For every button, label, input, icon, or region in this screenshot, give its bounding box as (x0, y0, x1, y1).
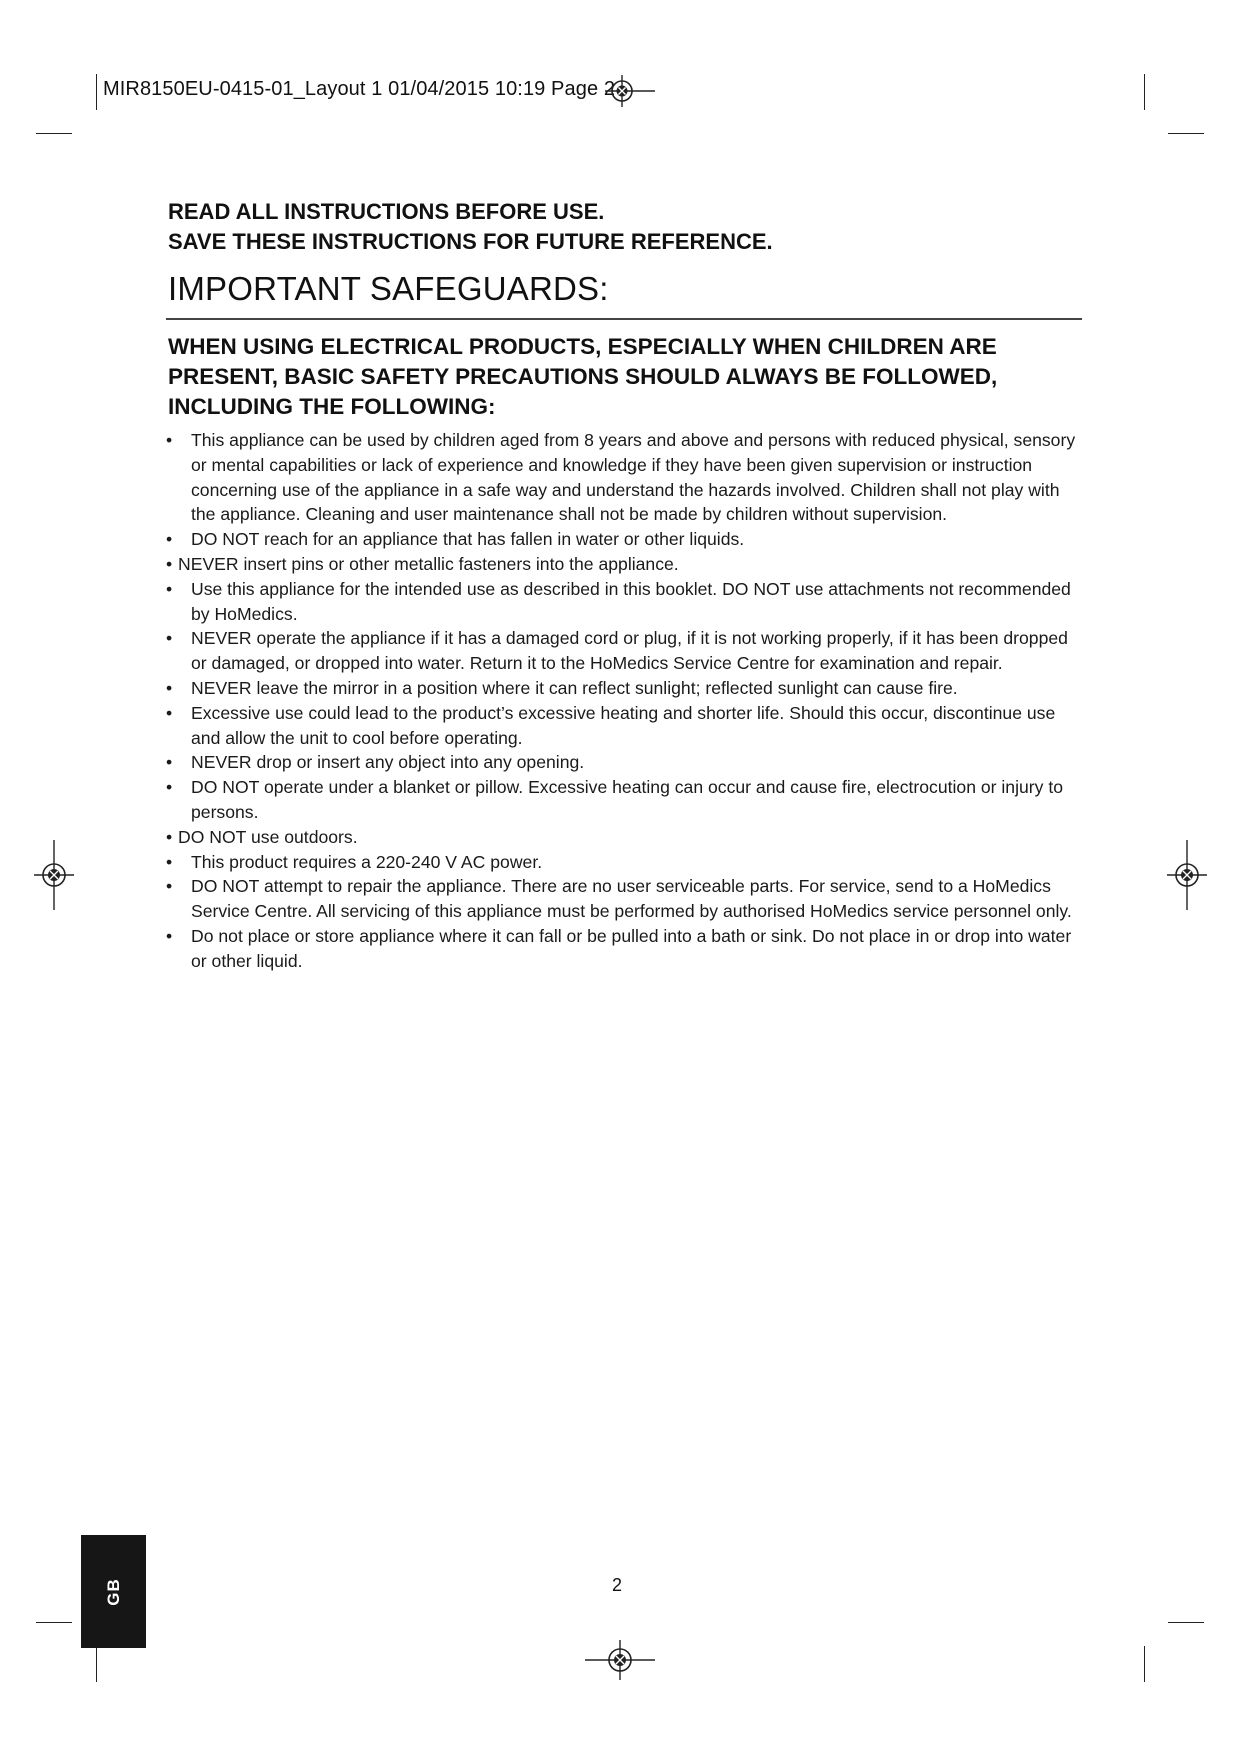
safeguard-text: NEVER leave the mirror in a position where it can reflect sunlight; reflected sunlight can cause fire. (191, 677, 958, 698)
bullet: • (166, 752, 173, 773)
safeguard-item (166, 676, 1084, 701)
crop-mark (36, 133, 72, 134)
safeguard-text: Excessive use could lead to the product’s excessive heating and shorter life. Should this occur, discontinue use and allow the unit to cool before operating. (191, 702, 1056, 748)
bullet: • (166, 553, 173, 574)
crop-mark (1144, 1646, 1145, 1682)
bullet: • (166, 702, 173, 723)
safeguard-item (166, 626, 1084, 676)
page-number: 2 (612, 1575, 623, 1595)
page-title: IMPORTANT SAFEGUARDS: (168, 270, 609, 307)
safeguard-item (166, 701, 1084, 751)
safeguard-item (166, 577, 1084, 627)
bullet: • (166, 876, 173, 897)
crop-mark (1168, 1622, 1204, 1623)
safeguards-list (166, 428, 1084, 974)
crop-mark (1144, 74, 1145, 110)
safeguard-item (166, 552, 1084, 577)
bullet: • (166, 851, 173, 872)
bullet: • (166, 777, 173, 798)
registration-mark-icon (605, 71, 655, 111)
bullet: • (166, 925, 173, 946)
bullet: • (166, 826, 173, 847)
bullet: • (166, 628, 173, 649)
language-code: GB (103, 1577, 123, 1606)
safeguard-item (166, 825, 1084, 850)
safeguard-item (166, 527, 1084, 552)
crop-mark (1168, 133, 1204, 134)
safeguard-text: NEVER insert pins or other metallic fasteners into the appliance. (178, 553, 679, 574)
safeguard-item (166, 750, 1084, 775)
read-all-instructions: READ ALL INSTRUCTIONS BEFORE USE. (168, 199, 605, 224)
safeguard-text: Use this appliance for the intended use as described in this booklet. DO NOT use attachments not recommended by HoMedics. (191, 578, 1071, 624)
registration-mark-icon (1167, 840, 1207, 910)
safety-intro: WHEN USING ELECTRICAL PRODUCTS, ESPECIALLY WHEN CHILDREN ARE PRESENT, BASIC SAFETY PRECAUTIONS SHOULD ALWAYS BE FOLLOWED, INCLUDING THE FOLLOWING: (168, 334, 998, 419)
safeguard-text: DO NOT attempt to repair the appliance. There are no user serviceable parts. For service, send to a HoMedics Service Centre. All servicing of this appliance must be performed by authorised HoMedics service personnel only. (191, 876, 1072, 922)
language-tab (81, 1535, 146, 1648)
printer-slug: MIR8150EU-0415-01_Layout 1 01/04/2015 10:19 Page 2 (103, 78, 616, 100)
save-instructions: SAVE THESE INSTRUCTIONS FOR FUTURE REFERENCE. (168, 229, 773, 254)
crop-mark (36, 1622, 72, 1623)
safeguard-text: DO NOT use outdoors. (178, 826, 358, 847)
safeguard-item (166, 874, 1084, 924)
bullet: • (166, 529, 173, 550)
crop-mark (96, 1646, 97, 1682)
bullet: • (166, 578, 173, 599)
safeguard-text: NEVER operate the appliance if it has a damaged cord or plug, if it is not working properly, if it has been dropped or damaged, or dropped into water. Return it to the HoMedics Service Centre for examination and repair. (191, 628, 1068, 674)
safeguard-text: This appliance can be used by children aged from 8 years and above and persons with reduced physical, sensory or mental capabilities or lack of experience and knowledge if they have been given supervision or instruction concerning use of the appliance in a safe way and understand the hazards involved. Children shall not play with the appliance. Cleaning and user maintenance shall not be made by children without supervision. (191, 430, 1076, 525)
bullet: • (166, 677, 173, 698)
safeguard-item (166, 775, 1084, 825)
safeguard-text: Do not place or store appliance where it can fall or be pulled into a bath or sink. Do not place in or drop into water or other liquid. (191, 925, 1072, 971)
safeguard-text: DO NOT reach for an appliance that has fallen in water or other liquids. (191, 529, 745, 550)
bullet: • (166, 430, 173, 450)
safeguard-text: NEVER drop or insert any object into any opening. (191, 752, 585, 773)
safeguard-item (166, 428, 1084, 527)
title-rule (166, 318, 1082, 320)
safeguard-item (166, 924, 1084, 974)
safeguard-text: This product requires a 220-240 V AC power. (191, 851, 543, 872)
crop-mark (96, 74, 97, 110)
registration-mark-icon (34, 840, 74, 910)
registration-mark-icon (585, 1640, 655, 1680)
safeguard-item (166, 850, 1084, 875)
safeguard-text: DO NOT operate under a blanket or pillow. Excessive heating can occur and cause fire, electrocution or injury to persons. (191, 777, 1063, 822)
